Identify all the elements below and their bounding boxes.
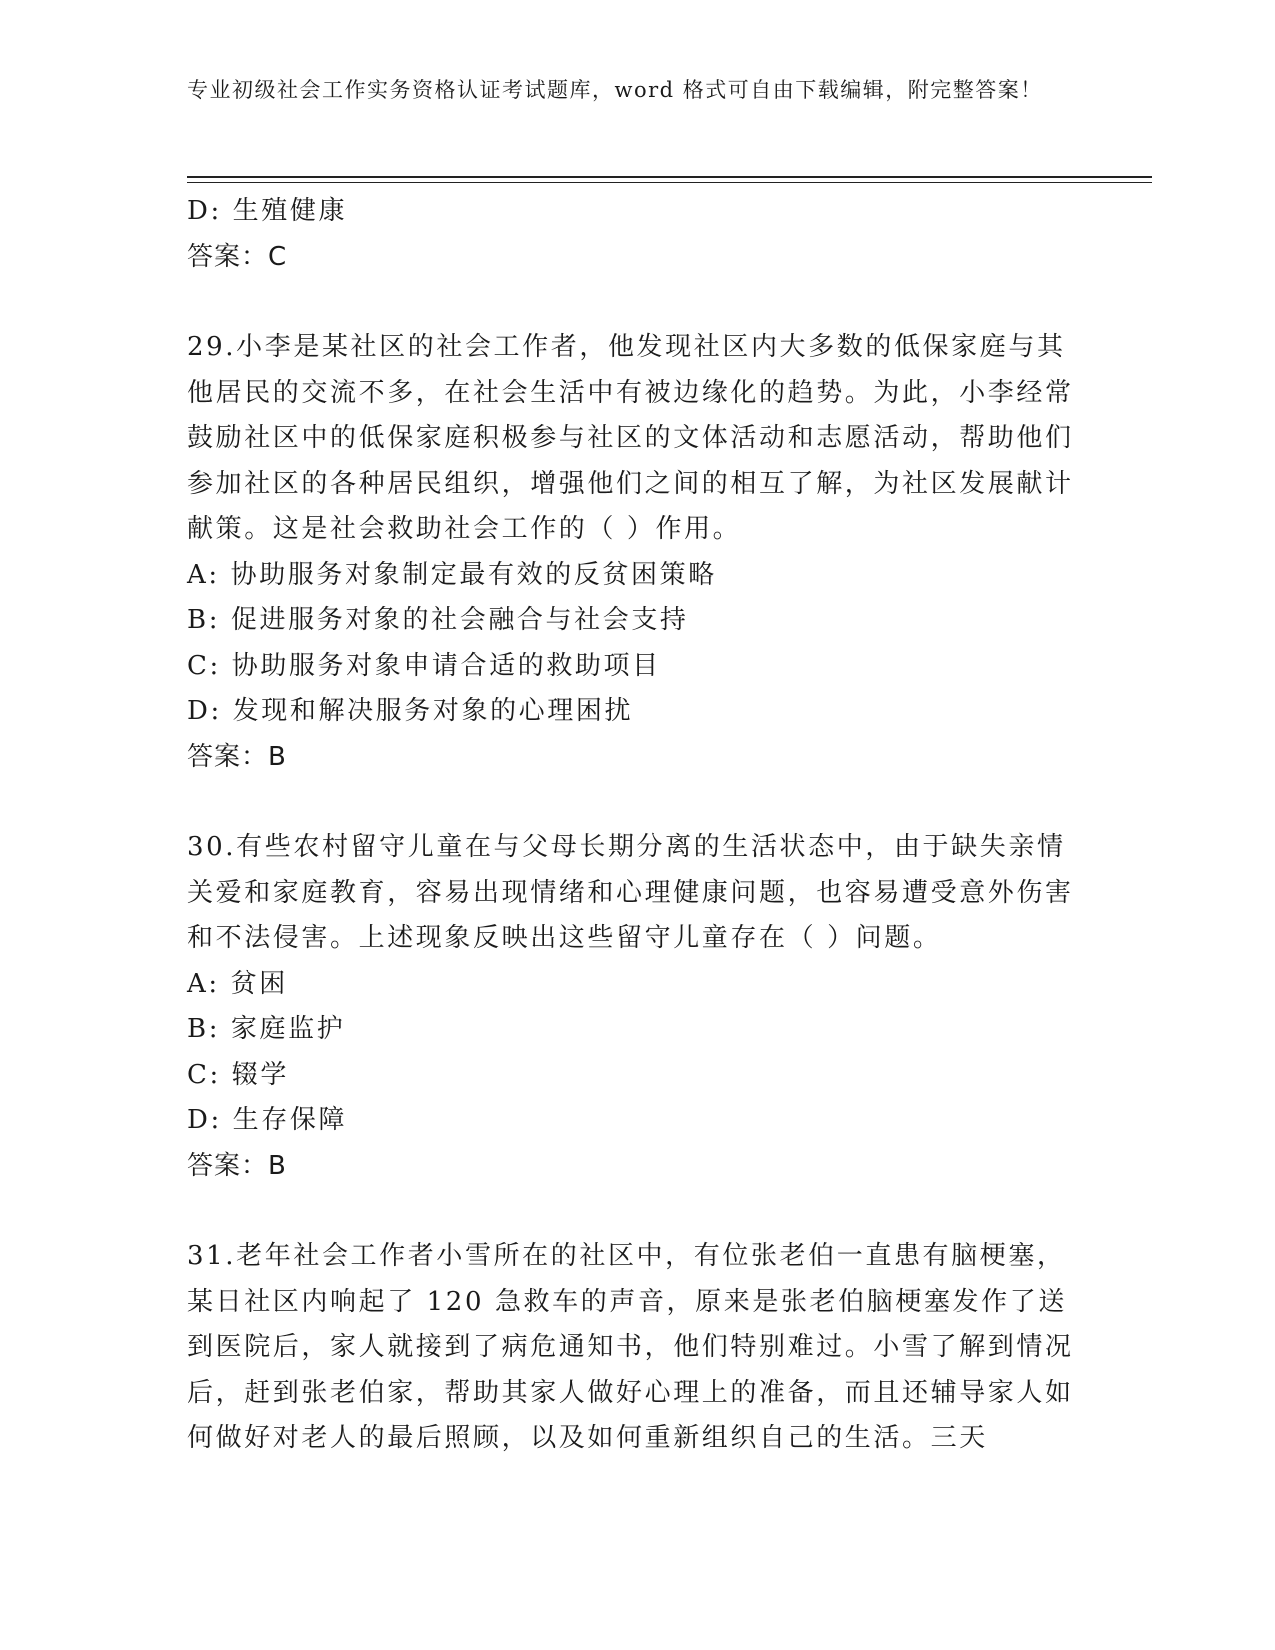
header-divider-thick: [187, 176, 1152, 178]
question-29: [187, 325, 1087, 780]
question-31: [187, 1234, 1087, 1462]
option-d: D: 生殖健康: [187, 196, 348, 226]
option-b: B: 促进服务对象的社会融合与社会支持: [187, 605, 689, 635]
option-d: D: 生存保障: [187, 1105, 348, 1135]
option-a: A: 贫困: [187, 968, 288, 999]
answer-line: 答案：B: [187, 1150, 287, 1181]
question-stem: 30.有些农村留守儿童在与父母长期分离的生活状态中，由于缺失亲情关爱和家庭教育，容易出现情绪和心理健康问题，也容易遭受意外伤害和不法侵害。上述现象反映出这些留守儿童存在（ ）问题。: [187, 832, 1074, 953]
question-stem: 29.小李是某社区的社会工作者，他发现社区内大多数的低保家庭与其他居民的交流不多，在社会生活中有被边缘化的趋势。为此，小李经常鼓励社区中的低保家庭积极参与社区的文体活动和志愿活动，帮助他们参加社区的各种居民组织，增强他们之间的相互了解，为社区发展献计献策。这是社会救助社会工作的（ ）作用。: [187, 332, 1074, 544]
option-b: B: 家庭监护: [187, 1014, 346, 1044]
previous-question-tail: [187, 189, 1087, 280]
header-divider-thin: [187, 182, 1152, 183]
question-stem: 31.老年社会工作者小雪所在的社区中，有位张老伯一直患有脑梗塞，某日社区内响起了 120 急救车的声音，原来是张老伯脑梗塞发作了送到医院后，家人就接到了病危通知书，他们特别难过。小雪了解到情况后，赶到张老伯家，帮助其家人做好心理上的准备，而且还辅导家人如何做好对老人的最后照顾，以及如何重新组织自己的生活。三天: [187, 1241, 1074, 1453]
option-c: C: 协助服务对象申请合适的救助项目: [187, 650, 661, 681]
option-c: C: 辍学: [187, 1059, 289, 1090]
answer-line: 答案：C: [187, 241, 288, 272]
document-body: [187, 189, 1087, 1462]
option-a: A: 协助服务对象制定最有效的反贫困策略: [187, 559, 717, 590]
question-30: [187, 825, 1087, 1189]
option-d: D: 发现和解决服务对象的心理困扰: [187, 696, 634, 726]
page-header: 专业初级社会工作实务资格认证考试题库，word 格式可自由下载编辑，附完整答案！: [187, 78, 1043, 102]
answer-line: 答案：B: [187, 741, 287, 772]
